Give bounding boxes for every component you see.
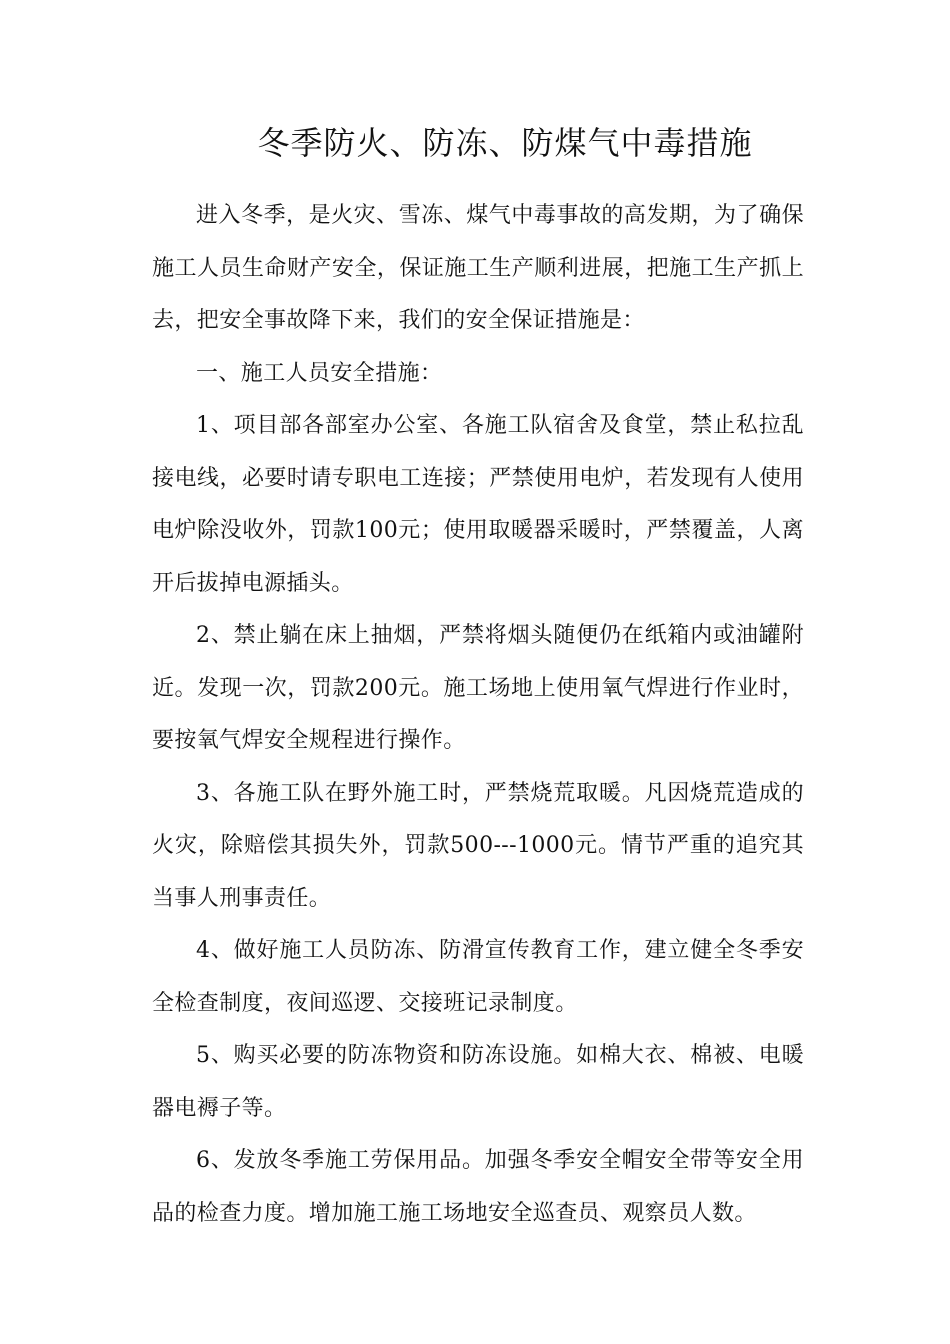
measure-item-5: 5、购买必要的防冻物资和防冻设施。如棉大衣、棉被、电暖器电褥子等。 <box>152 1043 804 1121</box>
paragraph-intro: 进入冬季，是火灾、雪冻、煤气中毒事故的高发期，为了确保施工人员生命财产安全，保证施工生产顺利进展，把施工生产抓上去，把安全事故降下来，我们的安全保证措施是： <box>152 203 804 333</box>
measure-item-1: 1、项目部各部室办公室、各施工队宿舍及食堂，禁止私拉乱接电线，必要时请专职电工连接；严禁使用电炉，若发现有人使用电炉除没收外，罚款100元；使用取暖器采暖时，严禁覆盖，人离开后拔掉电源插头。 <box>152 413 804 596</box>
measure-item-6: 6、发放冬季施工劳保用品。加强冬季安全帽安全带等安全用品的检查力度。增加施工施工场地安全巡查员、观察员人数。 <box>152 1148 804 1226</box>
page-title: 冬季防火、防冻、防煤气中毒措施 <box>257 124 753 162</box>
measure-item-3: 3、各施工队在野外施工时，严禁烧荒取暖。凡因烧荒造成的火灾，除赔偿其损失外，罚款500---1000元。情节严重的追究其当事人刑事责任。 <box>152 780 804 911</box>
measure-item-2: 2、禁止躺在床上抽烟，严禁将烟头随便仍在纸箱内或油罐附近。发现一次，罚款200元。施工场地上使用氧气焊进行作业时，要按氧气焊安全规程进行操作。 <box>152 623 804 753</box>
document-body <box>152 190 804 1240</box>
measure-item-4: 4、做好施工人员防冻、防滑宣传教育工作，建立健全冬季安全检查制度，夜间巡逻、交接班记录制度。 <box>152 938 804 1016</box>
section-heading-personnel-safety: 一、施工人员安全措施： <box>196 360 443 386</box>
